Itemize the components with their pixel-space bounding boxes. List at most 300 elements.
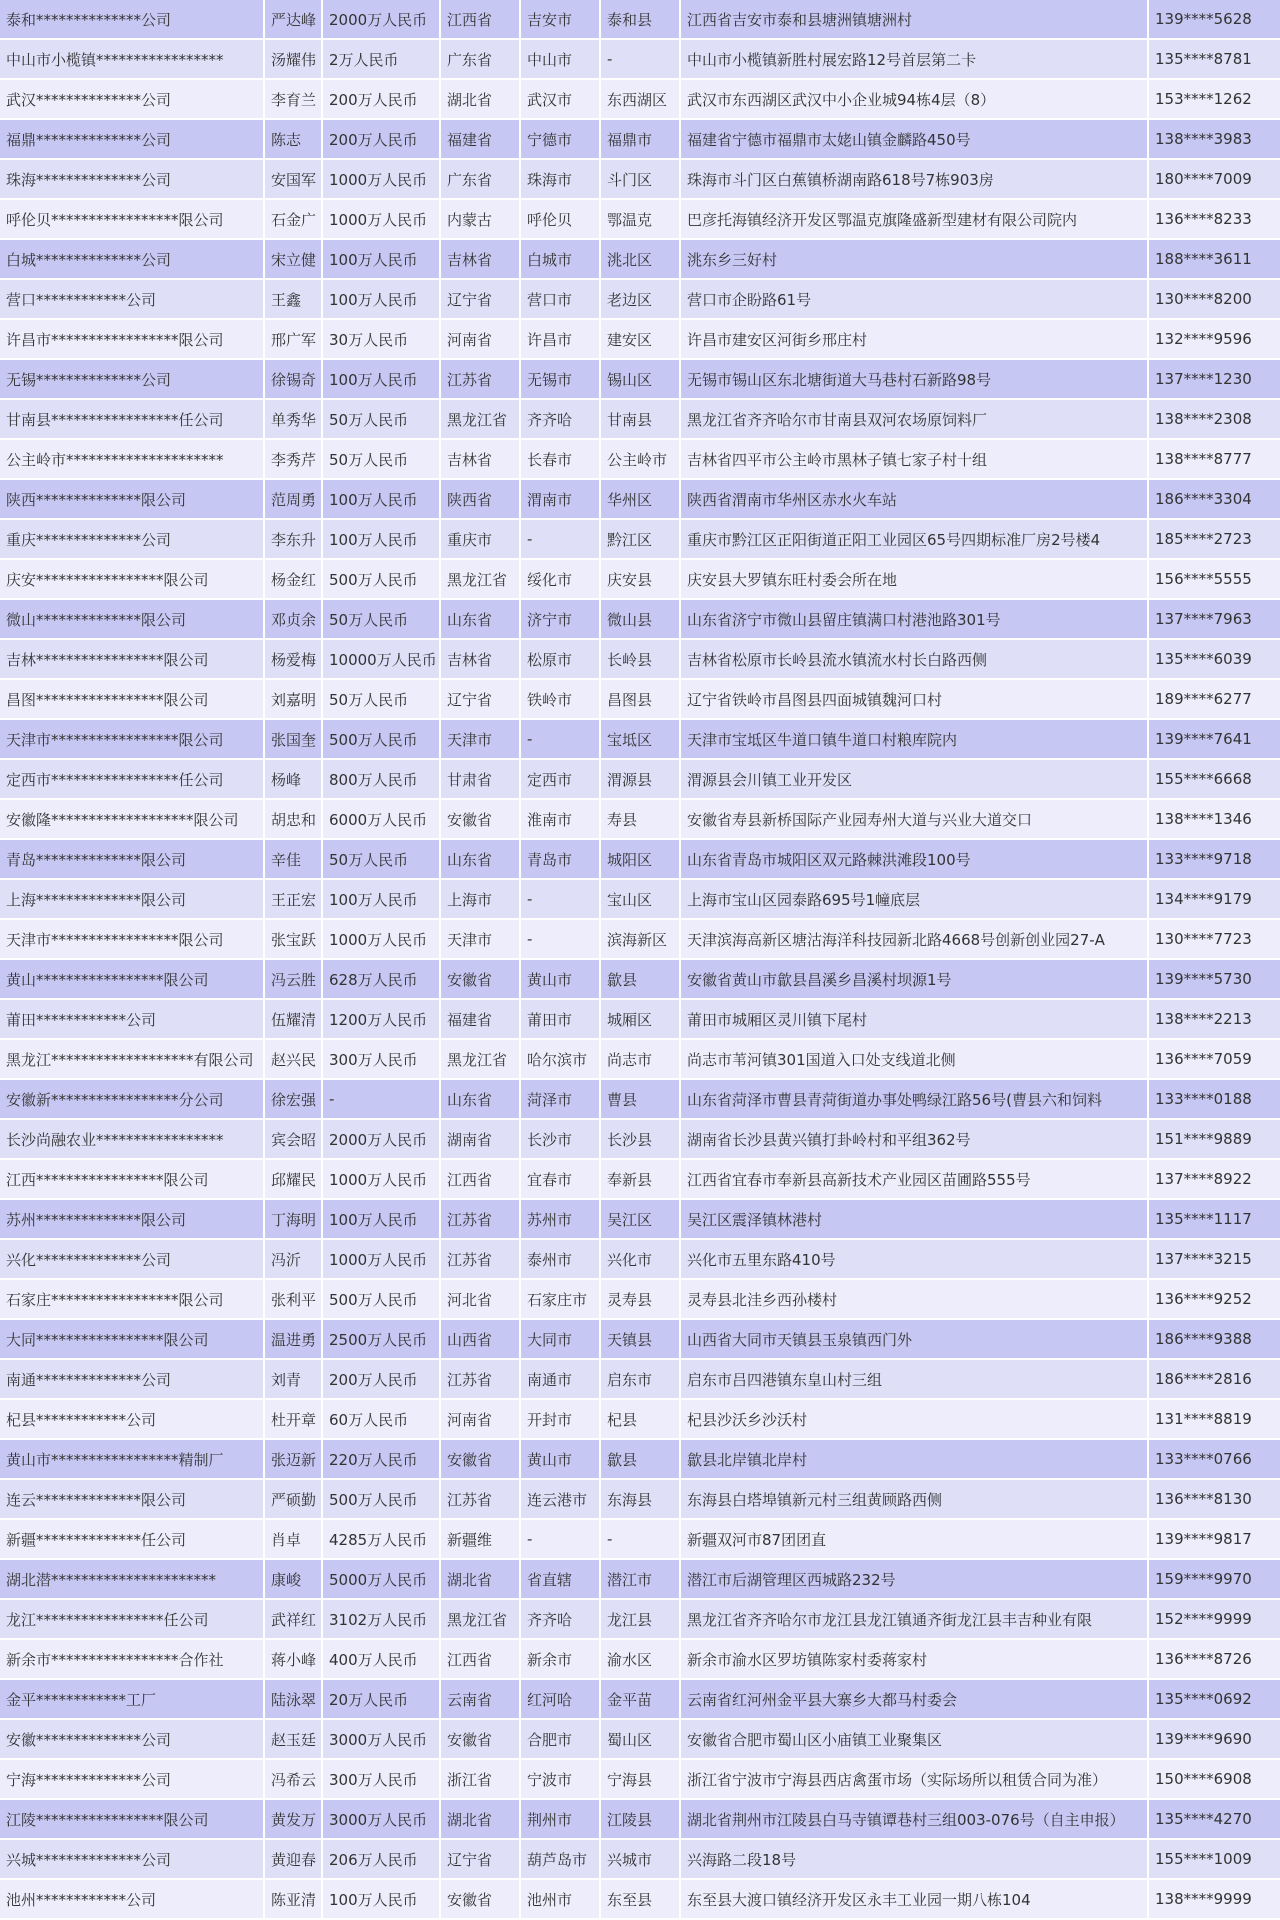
company-name-cell: 珠海**************公司 [0,160,265,200]
district-cell: 杞县 [601,1400,681,1440]
district-cell: 老边区 [601,280,681,320]
legal-person-cell: 陈亚清 [265,1880,323,1920]
city-cell: 呼伦贝 [521,200,601,240]
legal-person-cell: 严硕勤 [265,1480,323,1520]
district-cell: 鄂温克 [601,200,681,240]
city-cell: 齐齐哈 [521,400,601,440]
city-cell: 渭南市 [521,480,601,520]
city-cell: 黄山市 [521,1440,601,1480]
province-cell: 黑龙江省 [441,560,521,600]
legal-person-cell: 宾会昭 [265,1120,323,1160]
address-cell: 渭源县会川镇工业开发区 [681,760,1149,800]
registered-capital-cell: 300万人民币 [323,1760,441,1800]
table-row [0,40,1280,80]
phone-cell: 138****8777 [1149,440,1280,480]
table-row [0,840,1280,880]
address-cell: 山西省大同市天镇县玉泉镇西门外 [681,1320,1149,1360]
province-cell: 河南省 [441,1400,521,1440]
table-row [0,1400,1280,1440]
registered-capital-cell: 100万人民币 [323,280,441,320]
address-cell: 重庆市黔江区正阳街道正阳工业园区65号四期标准厂房2号楼4 [681,520,1149,560]
legal-person-cell: 刘青 [265,1360,323,1400]
registered-capital-cell: 50万人民币 [323,400,441,440]
table-row [0,400,1280,440]
registered-capital-cell: 3000万人民币 [323,1800,441,1840]
province-cell: 湖北省 [441,1800,521,1840]
table-row [0,1040,1280,1080]
phone-cell: 152****9999 [1149,1600,1280,1640]
address-cell: 兴化市五里东路410号 [681,1240,1149,1280]
address-cell: 尚志市苇河镇301国道入口处支线道北侧 [681,1040,1149,1080]
phone-cell: 135****6039 [1149,640,1280,680]
registered-capital-cell: 50万人民币 [323,680,441,720]
phone-cell: 138****2213 [1149,1000,1280,1040]
legal-person-cell: 黄迎春 [265,1840,323,1880]
address-cell: 江西省吉安市泰和县塘洲镇塘洲村 [681,0,1149,40]
district-cell: 斗门区 [601,160,681,200]
address-cell: 湖北省荆州市江陵县白马寺镇谭巷村三组003-076号（自主申报） [681,1800,1149,1840]
legal-person-cell: 温进勇 [265,1320,323,1360]
company-name-cell: 泰和**************公司 [0,0,265,40]
phone-cell: 136****9252 [1149,1280,1280,1320]
district-cell: 城厢区 [601,1000,681,1040]
phone-cell: 131****8819 [1149,1400,1280,1440]
legal-person-cell: 张迈新 [265,1440,323,1480]
legal-person-cell: 辛佳 [265,840,323,880]
phone-cell: 135****0692 [1149,1680,1280,1720]
table-row [0,520,1280,560]
phone-cell: 150****6908 [1149,1760,1280,1800]
table-row [0,1760,1280,1800]
registered-capital-cell: 100万人民币 [323,360,441,400]
phone-cell: 153****1262 [1149,80,1280,120]
registered-capital-cell: 200万人民币 [323,120,441,160]
registered-capital-cell: 100万人民币 [323,240,441,280]
registered-capital-cell: 1000万人民币 [323,200,441,240]
registered-capital-cell: 5000万人民币 [323,1560,441,1600]
legal-person-cell: 邓贞余 [265,600,323,640]
address-cell: 湖南省长沙县黄兴镇打卦岭村和平组362号 [681,1120,1149,1160]
phone-cell: 155****6668 [1149,760,1280,800]
table-row [0,480,1280,520]
district-cell: 长岭县 [601,640,681,680]
province-cell: 安徽省 [441,1440,521,1480]
registered-capital-cell: 100万人民币 [323,1880,441,1920]
phone-cell: 139****5628 [1149,0,1280,40]
phone-cell: 136****7059 [1149,1040,1280,1080]
phone-cell: 130****7723 [1149,920,1280,960]
phone-cell: 139****5730 [1149,960,1280,1000]
city-cell: - [521,880,601,920]
province-cell: 黑龙江省 [441,1040,521,1080]
registered-capital-cell: 1200万人民币 [323,1000,441,1040]
district-cell: 黔江区 [601,520,681,560]
province-cell: 江西省 [441,1160,521,1200]
company-name-cell: 黑龙江*******************有限公司 [0,1040,265,1080]
company-name-cell: 兴城**************公司 [0,1840,265,1880]
table-row [0,920,1280,960]
table-row [0,320,1280,360]
phone-cell: 133****0188 [1149,1080,1280,1120]
city-cell: 开封市 [521,1400,601,1440]
phone-cell: 155****1009 [1149,1840,1280,1880]
province-cell: 河北省 [441,1280,521,1320]
address-cell: 辽宁省铁岭市昌图县四面城镇魏河口村 [681,680,1149,720]
district-cell: 宝山区 [601,880,681,920]
district-cell: 兴化市 [601,1240,681,1280]
city-cell: 大同市 [521,1320,601,1360]
city-cell: 中山市 [521,40,601,80]
registered-capital-cell: 200万人民币 [323,80,441,120]
company-name-cell: 龙江*****************任公司 [0,1600,265,1640]
province-cell: 河南省 [441,320,521,360]
table-row [0,1880,1280,1920]
address-cell: 中山市小榄镇新胜村展宏路12号首层第二卡 [681,40,1149,80]
province-cell: 江苏省 [441,1200,521,1240]
city-cell: 菏泽市 [521,1080,601,1120]
company-name-cell: 金平************工厂 [0,1680,265,1720]
legal-person-cell: 康峻 [265,1560,323,1600]
phone-cell: 189****6277 [1149,680,1280,720]
company-name-cell: 天津市*****************限公司 [0,920,265,960]
phone-cell: 136****8130 [1149,1480,1280,1520]
company-name-cell: 许昌市*****************限公司 [0,320,265,360]
registered-capital-cell: 500万人民币 [323,1480,441,1520]
province-cell: 广东省 [441,160,521,200]
table-row [0,1200,1280,1240]
company-name-cell: 公主岭市********************* [0,440,265,480]
address-cell: 杞县沙沃乡沙沃村 [681,1400,1149,1440]
company-name-cell: 营口************公司 [0,280,265,320]
company-name-cell: 兴化**************公司 [0,1240,265,1280]
city-cell: 绥化市 [521,560,601,600]
legal-person-cell: 伍耀清 [265,1000,323,1040]
legal-person-cell: 冯云胜 [265,960,323,1000]
table-row [0,440,1280,480]
city-cell: 白城市 [521,240,601,280]
address-cell: 珠海市斗门区白蕉镇桥湖南路618号7栋903房 [681,160,1149,200]
city-cell: 红河哈 [521,1680,601,1720]
company-name-cell: 黄山*****************限公司 [0,960,265,1000]
company-name-cell: 呼伦贝*****************限公司 [0,200,265,240]
company-name-cell: 武汉**************公司 [0,80,265,120]
table-row [0,1160,1280,1200]
district-cell: 灵寿县 [601,1280,681,1320]
address-cell: 武汉市东西湖区武汉中小企业城94栋4层（8） [681,80,1149,120]
address-cell: 山东省济宁市微山县留庄镇满口村港池路301号 [681,600,1149,640]
company-name-cell: 上海**************限公司 [0,880,265,920]
district-cell: 兴城市 [601,1840,681,1880]
address-cell: 云南省红河州金平县大寨乡大都马村委会 [681,1680,1149,1720]
district-cell: 泰和县 [601,0,681,40]
province-cell: 江苏省 [441,360,521,400]
city-cell: 定西市 [521,760,601,800]
district-cell: 滨海新区 [601,920,681,960]
company-name-cell: 陕西**************限公司 [0,480,265,520]
table-row [0,120,1280,160]
legal-person-cell: 李秀芹 [265,440,323,480]
province-cell: 湖南省 [441,1120,521,1160]
address-cell: 天津滨海高新区塘沽海洋科技园新北路4668号创新创业园27-A [681,920,1149,960]
table-row [0,560,1280,600]
phone-cell: 137****1230 [1149,360,1280,400]
phone-cell: 188****3611 [1149,240,1280,280]
legal-person-cell: 严达峰 [265,0,323,40]
company-name-cell: 福鼎**************公司 [0,120,265,160]
company-name-cell: 宁海**************公司 [0,1760,265,1800]
city-cell: 青岛市 [521,840,601,880]
registered-capital-cell: 2万人民币 [323,40,441,80]
province-cell: 重庆市 [441,520,521,560]
legal-person-cell: 胡忠和 [265,800,323,840]
table-row [0,1000,1280,1040]
city-cell: - [521,720,601,760]
company-name-cell: 重庆**************公司 [0,520,265,560]
company-name-cell: 杞县************公司 [0,1400,265,1440]
company-name-cell: 无锡**************公司 [0,360,265,400]
table-row [0,1080,1280,1120]
district-cell: 长沙县 [601,1120,681,1160]
province-cell: 黑龙江省 [441,400,521,440]
phone-cell: 185****2723 [1149,520,1280,560]
phone-cell: 186****9388 [1149,1320,1280,1360]
district-cell: 公主岭市 [601,440,681,480]
phone-cell: 130****8200 [1149,280,1280,320]
district-cell: 启东市 [601,1360,681,1400]
city-cell: - [521,920,601,960]
company-name-cell: 苏州**************限公司 [0,1200,265,1240]
legal-person-cell: 张宝跃 [265,920,323,960]
phone-cell: 134****9179 [1149,880,1280,920]
province-cell: 上海市 [441,880,521,920]
address-cell: 庆安县大罗镇东旺村委会所在地 [681,560,1149,600]
company-name-cell: 长沙尚融农业***************** [0,1120,265,1160]
registered-capital-cell: 6000万人民币 [323,800,441,840]
district-cell: 东西湖区 [601,80,681,120]
phone-cell: 186****3304 [1149,480,1280,520]
legal-person-cell: 汤耀伟 [265,40,323,80]
address-cell: 歙县北岸镇北岸村 [681,1440,1149,1480]
registered-capital-cell: 1000万人民币 [323,1160,441,1200]
city-cell: 合肥市 [521,1720,601,1760]
phone-cell: 138****2308 [1149,400,1280,440]
registered-capital-cell: 2000万人民币 [323,0,441,40]
city-cell: 泰州市 [521,1240,601,1280]
legal-person-cell: 安国军 [265,160,323,200]
table-row [0,200,1280,240]
registered-capital-cell: 206万人民币 [323,1840,441,1880]
province-cell: 江苏省 [441,1480,521,1520]
phone-cell: 133****9718 [1149,840,1280,880]
registered-capital-cell: - [323,1080,441,1120]
phone-cell: 138****1346 [1149,800,1280,840]
legal-person-cell: 陆泳翠 [265,1680,323,1720]
table-row [0,1560,1280,1600]
table-row [0,1640,1280,1680]
legal-person-cell: 邱耀民 [265,1160,323,1200]
company-name-cell: 莆田************公司 [0,1000,265,1040]
address-cell: 黑龙江省齐齐哈尔市龙江县龙江镇通齐街龙江县丰吉种业有限 [681,1600,1149,1640]
registered-capital-cell: 60万人民币 [323,1400,441,1440]
company-name-cell: 大同*****************限公司 [0,1320,265,1360]
province-cell: 辽宁省 [441,680,521,720]
province-cell: 辽宁省 [441,280,521,320]
legal-person-cell: 王正宏 [265,880,323,920]
phone-cell: 138****9999 [1149,1880,1280,1920]
legal-person-cell: 张利平 [265,1280,323,1320]
legal-person-cell: 徐锡奇 [265,360,323,400]
address-cell: 福建省宁德市福鼎市太姥山镇金麟路450号 [681,120,1149,160]
address-cell: 吉林省四平市公主岭市黑林子镇七家子村十组 [681,440,1149,480]
phone-cell: 135****8781 [1149,40,1280,80]
company-name-cell: 安徽隆*******************限公司 [0,800,265,840]
legal-person-cell: 徐宏强 [265,1080,323,1120]
province-cell: 安徽省 [441,800,521,840]
phone-cell: 186****2816 [1149,1360,1280,1400]
address-cell: 无锡市锡山区东北塘街道大马巷村石新路98号 [681,360,1149,400]
table-row [0,1520,1280,1560]
legal-person-cell: 李东升 [265,520,323,560]
company-name-cell: 安徽新*****************分公司 [0,1080,265,1120]
table-row [0,720,1280,760]
province-cell: 福建省 [441,120,521,160]
province-cell: 安徽省 [441,1720,521,1760]
district-cell: 宝坻区 [601,720,681,760]
legal-person-cell: 冯沂 [265,1240,323,1280]
company-name-cell: 安徽**************公司 [0,1720,265,1760]
city-cell: 莆田市 [521,1000,601,1040]
legal-person-cell: 赵兴民 [265,1040,323,1080]
phone-cell: 137****3215 [1149,1240,1280,1280]
district-cell: 宁海县 [601,1760,681,1800]
table-row [0,1680,1280,1720]
district-cell: 甘南县 [601,400,681,440]
phone-cell: 135****4270 [1149,1800,1280,1840]
city-cell: 省直辖 [521,1560,601,1600]
province-cell: 天津市 [441,920,521,960]
address-cell: 安徽省合肥市蜀山区小庙镇工业聚集区 [681,1720,1149,1760]
legal-person-cell: 刘嘉明 [265,680,323,720]
phone-cell: 132****9596 [1149,320,1280,360]
company-name-cell: 天津市*****************限公司 [0,720,265,760]
registered-capital-cell: 500万人民币 [323,720,441,760]
legal-person-cell: 陈志 [265,120,323,160]
address-cell: 灵寿县北洼乡西孙楼村 [681,1280,1149,1320]
registered-capital-cell: 628万人民币 [323,960,441,1000]
registered-capital-cell: 100万人民币 [323,480,441,520]
address-cell: 东至县大渡口镇经济开发区永丰工业园一期八栋104 [681,1880,1149,1920]
phone-cell: 139****9690 [1149,1720,1280,1760]
province-cell: 浙江省 [441,1760,521,1800]
city-cell: 苏州市 [521,1200,601,1240]
district-cell: 歙县 [601,1440,681,1480]
legal-person-cell: 杨峰 [265,760,323,800]
city-cell: 武汉市 [521,80,601,120]
table-row [0,360,1280,400]
table-row [0,160,1280,200]
district-cell: 龙江县 [601,1600,681,1640]
legal-person-cell: 李育兰 [265,80,323,120]
province-cell: 江苏省 [441,1360,521,1400]
phone-cell: 159****9970 [1149,1560,1280,1600]
address-cell: 洮东乡三好村 [681,240,1149,280]
province-cell: 山东省 [441,1080,521,1120]
legal-person-cell: 杨金红 [265,560,323,600]
district-cell: 庆安县 [601,560,681,600]
city-cell: 吉安市 [521,0,601,40]
city-cell: - [521,520,601,560]
district-cell: 昌图县 [601,680,681,720]
phone-cell: 135****1117 [1149,1200,1280,1240]
company-name-cell: 昌图*****************限公司 [0,680,265,720]
address-cell: 浙江省宁波市宁海县西店禽蛋市场（实际场所以租赁合同为准） [681,1760,1149,1800]
address-cell: 安徽省黄山市歙县昌溪乡昌溪村坝源1号 [681,960,1149,1000]
legal-person-cell: 单秀华 [265,400,323,440]
province-cell: 黑龙江省 [441,1600,521,1640]
phone-cell: 136****8233 [1149,200,1280,240]
company-name-cell: 新余市*****************合作社 [0,1640,265,1680]
district-cell: 渝水区 [601,1640,681,1680]
company-name-cell: 甘南县*****************任公司 [0,400,265,440]
table-row [0,1480,1280,1520]
address-cell: 安徽省寿县新桥国际产业园寿州大道与兴业大道交口 [681,800,1149,840]
company-name-cell: 连云**************限公司 [0,1480,265,1520]
province-cell: 江西省 [441,1640,521,1680]
city-cell: 淮南市 [521,800,601,840]
table-row [0,1240,1280,1280]
company-name-cell: 白城**************公司 [0,240,265,280]
city-cell: 济宁市 [521,600,601,640]
city-cell: 铁岭市 [521,680,601,720]
address-cell: 江西省宜春市奉新县高新技术产业园区苗圃路555号 [681,1160,1149,1200]
province-cell: 吉林省 [441,440,521,480]
province-cell: 山东省 [441,840,521,880]
district-cell: 吴江区 [601,1200,681,1240]
address-cell: 天津市宝坻区牛道口镇牛道口村粮库院内 [681,720,1149,760]
registered-capital-cell: 30万人民币 [323,320,441,360]
legal-person-cell: 杜开章 [265,1400,323,1440]
registered-capital-cell: 1000万人民币 [323,160,441,200]
company-name-cell: 吉林*****************限公司 [0,640,265,680]
registered-capital-cell: 300万人民币 [323,1040,441,1080]
company-name-cell: 石家庄*****************限公司 [0,1280,265,1320]
province-cell: 广东省 [441,40,521,80]
district-cell: 歙县 [601,960,681,1000]
district-cell: 锡山区 [601,360,681,400]
city-cell: 松原市 [521,640,601,680]
registered-capital-cell: 3102万人民币 [323,1600,441,1640]
city-cell: 宁波市 [521,1760,601,1800]
company-name-cell: 池州************公司 [0,1880,265,1920]
legal-person-cell: 黄发万 [265,1800,323,1840]
city-cell: 许昌市 [521,320,601,360]
table-row [0,680,1280,720]
registered-capital-cell: 100万人民币 [323,1200,441,1240]
province-cell: 陕西省 [441,480,521,520]
city-cell: 荆州市 [521,1800,601,1840]
district-cell: 福鼎市 [601,120,681,160]
city-cell: 齐齐哈 [521,1600,601,1640]
registered-capital-cell: 100万人民币 [323,880,441,920]
company-name-cell: 庆安*****************限公司 [0,560,265,600]
address-cell: 启东市吕四港镇东皇山村三组 [681,1360,1149,1400]
registered-capital-cell: 50万人民币 [323,600,441,640]
district-cell: 城阳区 [601,840,681,880]
registered-capital-cell: 20万人民币 [323,1680,441,1720]
company-name-cell: 青岛**************限公司 [0,840,265,880]
phone-cell: 133****0766 [1149,1440,1280,1480]
legal-person-cell: 杨爱梅 [265,640,323,680]
